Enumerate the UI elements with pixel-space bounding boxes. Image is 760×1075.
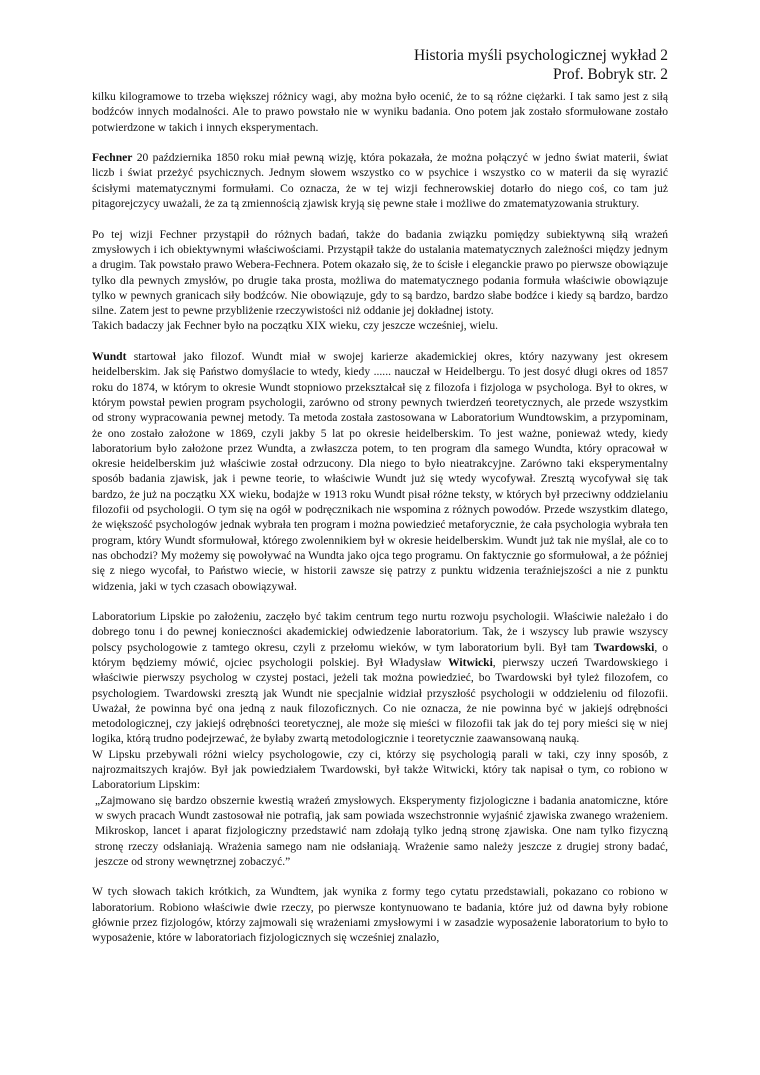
paragraph-wundt-text: startował jako filozof. Wundt miał w swojej karierze akademickiej okres, który nazywany jest okresem heidelberskim. Jak się Państwo domyślacie to wtedy, kiedy ...... nauczał w Heidelbergu. To jest dosyć długi okres od 1857 roku do 1874, w którym to okresie Wundt stopniowo przekształcał się z filozofa i fizjologa w psychologa. Był to okres, w którym powstał pewien program psychologii, zarówno od strony pewnych twierdzeń teoretycznych, ale przede wszystkim od strony wypracowania pewnej metody. Ta metoda została zastosowana w Laboratorium Wundtowskim, a przypominam, że ono zostało założone w 1869, czyli jakby 5 lat po okresie heidelberskim. To jest ważne, ponieważ wtedy, kiedy laboratorium było założone przez Wundta, a zwłaszcza potem, to ten program dla samego Wundta, który opracował w okresie heidelberskim już właściwie został odrzucony. Dla niego to było nieatrakcyjne. Zarówno taki eksperymentalny sposób badania zjawisk, jak i pewne teorie, to właściwie Wundt już się wtedy wycofywał. Zresztą wycofywał się tak bardzo, że już na początku XX wieku, bodajże w 1913 roku Wundt pisał różne teksty, w których był przeciwny oddzielaniu filozofii od psychologii. O tym się na ogół w podręcznikach nie wspomina z różnych powodów. Przede wszystkim dlatego, że większość psychologów jednak wybrała ten program i można powiedzieć metaforycznie, że cała psychologia wybrała ten program, który Wundt sformułował, którego zwolennikiem był w okresie heidelberskim. Wundt już tak nie myślał, ale co to nas obchodzi? My możemy się powoływać na Wundta jako ojca tego programu. On faktycznie go sformułował, a że później się z niego wycofał, to Państwo wiecie, w historii zawsze się patrzy z punktu widzenia teraźniejszości a nie z punktu widzenia, jaki w tych czasach obowiązywał. bbox=[92, 351, 668, 593]
paragraph-laboratorium-text-b: , o którym będziemy mówić, ojciec psychologii polskiej. Był Władysław bbox=[92, 641, 668, 669]
name-fechner: Fechner bbox=[92, 152, 133, 165]
paragraph-lipsk: W Lipsku przebywali różni wielcy psychologowie, czy ci, którzy się psychologią parali w taki, czy inny sposób, z najrozmaitszych krajów. Był jak powiedziałem Twardowski, był także Witwicki, który tak napisał o tym, co robiono w Laboratorium Lipskim: bbox=[92, 748, 668, 792]
paragraph-fechner-text: 20 października 1850 roku miał pewną wizję, która pokazała, że można połączyć w jedno świat materii, świat liczb i świat przeżyć psychicznych. Jednym słowem wszystko co w psychice i wszystko co w materii da się wyrazić ścisłymi matematycznymi formułami. Co oznacza, że w tej wizji fechnerowskiej dotarło do niego coś, co tam już pitagorejczycy uważali, że za tą zmiennością zjawisk kryją się pewne stałe i możliwe do zmatematyzowania struktury. bbox=[92, 152, 668, 211]
header-title: Historia myśli psychologicznej wykład 2 bbox=[414, 47, 668, 64]
paragraph-last: W tych słowach takich krótkich, za Wundtem, jak wynika z formy tego cytatu przedstawiali, pokazano co robiono w laboratorium. Robiono właściwie dwie rzeczy, po pierwsze kontynuowano te badania, które już od dawna były robione głównie przez fizjologów, którzy zajmowali się wrażeniami zmysłowymi i w zasadzie wyposażenie laboratorium to było to wyposażenie, które w laboratoriach fizjologicznych się wcześniej znalazło, bbox=[92, 886, 668, 945]
name-witwicki: Witwicki bbox=[448, 656, 493, 669]
paragraph-wundt bbox=[92, 350, 668, 595]
page-header bbox=[92, 46, 668, 84]
paragraph-fechner bbox=[92, 151, 668, 212]
document-body bbox=[92, 90, 668, 947]
name-wundt: Wundt bbox=[92, 351, 127, 364]
quotation: „Zajmowano się bardzo obszernie kwestią wrażeń zmysłowych. Eksperymenty fizjologiczne i badania anatomiczne, które w swych pracach Wundt zastosował nie potrafią, jak sam powiada wszechstronnie wyjaśnić zjawiska zwanego wrażeniem. Mikroskop, lancet i aparat fizjologiczny przedstawić nam zdołają tylko jedną stronę zjawiska. One nam tylko fizyczną stronę rzeczy odsłaniają. Wrażenia samego nam nie odsłaniają. Wrażenie samo należy jeszcze z drugiej strony badać, jeszcze od strony wewnętrznej zobaczyć.” bbox=[95, 794, 668, 868]
paragraph-3: Po tej wizji Fechner przystąpił do różnych badań, także do badania związku pomiędzy subiektywną siłą wrażeń zmysłowych i ich obiektywnymi właściwościami. Przystąpił także do ustalania matematycznych zależności między jednym a drugim. Tak powstało prawo Webera-Fechnera. Potem okazało się, że to ścisłe i eleganckie prawo po pierwsze obowiązuje tylko dla pewnych zmysłów, po drugie taka prosta, możliwa do matematycznego podania formuła właściwie obowiązuje tylko w pewnych granicach siły bodźców. Nie obowiązuje, gdy to są bardzo, bardzo słabe bodźce i kiedy są bardzo, bardzo silne. Zatem jest to pewne przybliżenie rzeczywistości niż oddanie jej dokładnej istoty. bbox=[92, 228, 668, 318]
paragraph-laboratorium bbox=[92, 610, 668, 748]
paragraph-1: kilku kilogramowe to trzeba większej różnicy wagi, aby można było ocenić, że to są różne ciężarki. I tak samo jest z siłą bodźców innych modalności. Ale to prawo powstało nie w wyniku badania. Ono potem jak zostało sformułowane zostało potwierdzone w takich i innych eksperymentach. bbox=[92, 91, 668, 134]
paragraph-laboratorium-text-a: Laboratorium Lipskie po założeniu, zaczęło być takim centrum tego nurtu rozwoju psychologii. Właściwie należało i do dobrego tonu i do pewnej konieczności akademickiej odwiedzenie laboratorium. Tak, że i wszyscy lub prawie wszyscy polscy psychologowie z tamtego okresu, czyli z przełomu wieków, w tym laboratorium byli. Był tam bbox=[92, 611, 668, 654]
name-twardowski: Twardowski bbox=[593, 641, 655, 654]
paragraph-4: Takich badaczy jak Fechner było na początku XIX wieku, czy jeszcze wcześniej, wielu. bbox=[92, 320, 499, 333]
header-author-page: Prof. Bobryk str. 2 bbox=[553, 66, 668, 83]
paragraph-laboratorium-text-c: , pierwszy uczeń Twardowskiego i właściwie pierwszy psycholog w czystej postaci, jeżeli tak można powiedzieć, bo Twardowski był tyleż filozofem, co psychologiem. Twardowski zresztą jak Wundt nie specjalnie widział przyszłość psychologii w oddzieleniu od filozofii. Uważał, że powinna być ona jedną z nauk filozoficznych. Co nie oznacza, że nie powinna być w jakiejś odrębności metodologicznej, czy jakiejś odrębności teoretycznej, ale może się mieści w filozofii tak jak do tej pory mieści się w niej logika, którą trudno podejrzewać, że byłaby zwartą metodologicznie i teoretycznie zaawansowaną nauką. bbox=[92, 656, 668, 746]
